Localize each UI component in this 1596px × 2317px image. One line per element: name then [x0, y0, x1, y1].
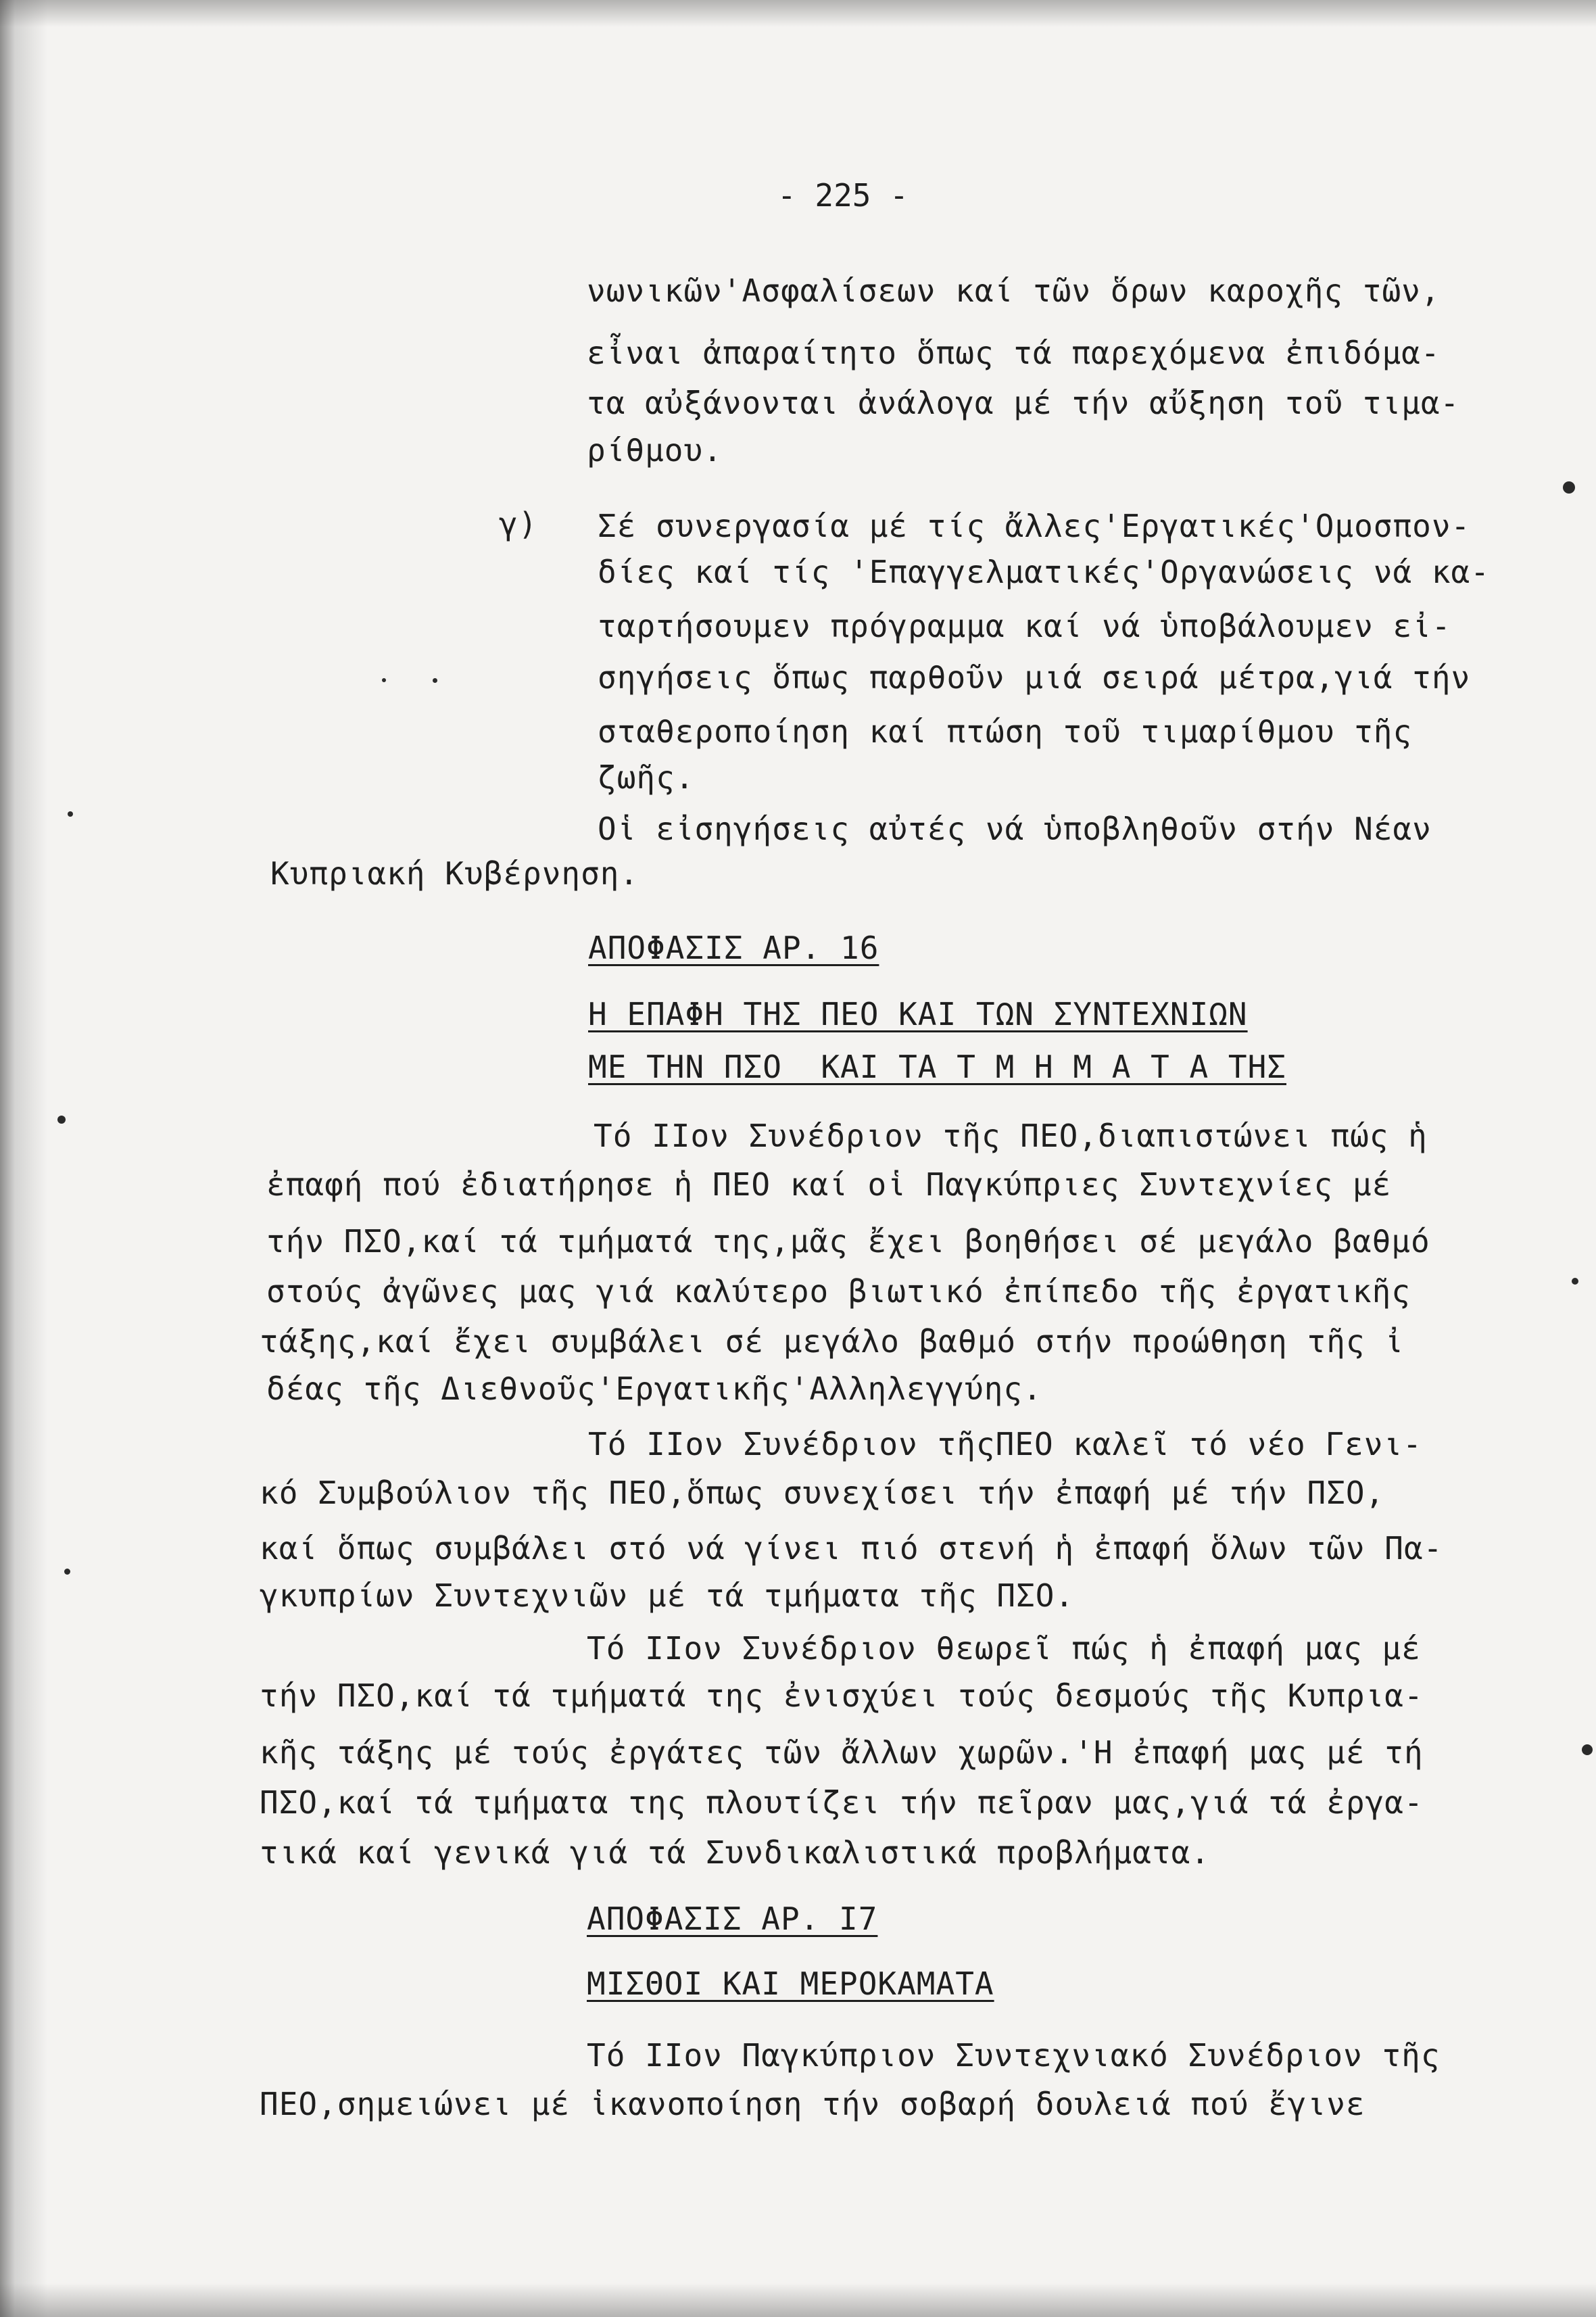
- text-line: τήν ΠΣΟ,καί τά τμήματά της,μᾶς ἔχει βοηθήσει σέ μεγάλο βαθμό: [266, 1223, 1430, 1260]
- text-line: εἶναι ἀπαραίτητο ὅπως τά παρεχόμενα ἐπιδόμα-: [587, 335, 1441, 371]
- list-marker: γ): [499, 506, 538, 542]
- scan-speck: [1582, 1744, 1593, 1755]
- text-line: δέας τῆς Διεθνοῦς'Εργατικῆς'Αλληλεγγύης.: [266, 1370, 1042, 1407]
- text-line: τα αὐξάνονται ἀνάλογα μέ τήν αὔξηση τοῦ τιμα-: [587, 385, 1460, 421]
- text-line: Τό ΙΙον Συνέδριον τῆςΠΕΟ καλεῖ τό νέο Γενι-: [588, 1426, 1422, 1462]
- scan-speck: [57, 1116, 66, 1124]
- decision-title: Η ΕΠΑΦΗ ΤΗΣ ΠΕΟ ΚΑΙ ΤΩΝ ΣΥΝΤΕΧΝΙΩΝ: [588, 996, 1248, 1032]
- scan-speck: [1572, 1278, 1578, 1285]
- decision-heading: ΑΠΟΦΑΣΙΣ ΑΡ. 16: [588, 930, 879, 966]
- decision-title: ΜΙΣΘΟΙ ΚΑΙ ΜΕΡΟΚΑΜΑΤΑ: [587, 1965, 994, 2002]
- text-line: ΠΕΟ,σημειώνει μέ ἱκανοποίηση τήν σοβαρή δουλειά πού ἔγινε: [260, 2086, 1365, 2122]
- scan-edge-bottom: [0, 2283, 1596, 2317]
- text-line: Τό ΙΙον Παγκύπριον Συντεχνιακό Συνέδριον τῆς: [587, 2037, 1441, 2074]
- page-number: - 225 -: [777, 177, 909, 214]
- text-line: σηγήσεις ὅπως παρθοῦν μιά σειρά μέτρα,γιά τήν: [598, 659, 1471, 696]
- text-line: ἐπαφή πού ἐδιατήρησε ἡ ΠΕΟ καί οἱ Παγκύπριες Συντεχνίες μέ: [266, 1166, 1392, 1203]
- scan-speck: [68, 811, 73, 817]
- scan-speck: [382, 678, 386, 682]
- decision-title: ΜΕ ΤΗΝ ΠΣΟ ΚΑΙ ΤΑ Τ Μ Η Μ Α Τ Α ΤΗΣ: [588, 1049, 1286, 1085]
- text-line: δίες καί τίς 'Επαγγελματικές'Οργανώσεις νά κα-: [598, 554, 1490, 590]
- text-line: στούς ἀγῶνες μας γιά καλύτερο βιωτικό ἐπίπεδο τῆς ἐργατικῆς: [266, 1273, 1411, 1310]
- text-line: κῆς τάξης μέ τούς ἐργάτες τῶν ἄλλων χωρῶν.'Η ἐπαφή μας μέ τή: [260, 1734, 1424, 1771]
- text-line: Κυπριακή Κυβέρνηση.: [270, 855, 639, 892]
- scan-edge-top: [0, 0, 1596, 27]
- scan-edge-left: [0, 0, 61, 2317]
- text-line: τικά καί γενικά γιά τά Συνδικαλιστικά προβλήματα.: [260, 1834, 1211, 1871]
- text-line: Τό ΙΙον Συνέδριον θεωρεῖ πώς ἡ ἐπαφή μας μέ: [587, 1630, 1421, 1667]
- text-line: ταρτήσουμεν πρόγραμμα καί νά ὑποβάλουμεν εἰ-: [598, 608, 1451, 644]
- text-line: σταθεροποίηση καί πτώση τοῦ τιμαρίθμου τῆς: [598, 713, 1413, 750]
- text-line: τάξης,καί ἔχει συμβάλει σέ μεγάλο βαθμό στήν προώθηση τῆς ἰ: [260, 1323, 1404, 1360]
- text-line: κό Συμβούλιον τῆς ΠΕΟ,ὅπως συνεχίσει τήν ἐπαφή μέ τήν ΠΣΟ,: [260, 1475, 1385, 1511]
- scan-speck: [433, 678, 437, 683]
- text-line: Σέ συνεργασία μέ τίς ἄλλες'Εργατικές'Ομοσπον-: [598, 508, 1471, 544]
- text-line: Οἱ εἰσηγήσεις αὐτές νά ὑποβληθοῦν στήν Νέαν: [598, 811, 1432, 847]
- text-line: ζωῆς.: [598, 759, 695, 796]
- text-line: ρίθμου.: [587, 432, 723, 469]
- decision-heading: ΑΠΟΦΑΣΙΣ ΑΡ. Ι7: [587, 1901, 878, 1937]
- text-line: τήν ΠΣΟ,καί τά τμήματά της ἐνισχύει τούς δεσμούς τῆς Κυπρια-: [260, 1677, 1424, 1714]
- text-line: νωνικῶν'Ασφαλίσεων καί τῶν ὅρων καροχῆς τῶν,: [587, 272, 1441, 309]
- scan-speck: [1563, 481, 1575, 494]
- text-line: ΠΣΟ,καί τά τμήματα της πλουτίζει τήν πεῖραν μας,γιά τά ἐργα-: [260, 1784, 1424, 1821]
- text-line: Τό ΙΙον Συνέδριον τῆς ΠΕΟ,διαπιστώνει πώς ἡ: [594, 1118, 1428, 1154]
- scan-speck: [64, 1569, 70, 1575]
- text-line: γκυπρίων Συντεχνιῶν μέ τά τμήματα τῆς ΠΣΟ.: [260, 1577, 1075, 1614]
- text-line: καί ὅπως συμβάλει στό νά γίνει πιό στενή ἡ ἐπαφή ὅλων τῶν Πα-: [260, 1530, 1443, 1567]
